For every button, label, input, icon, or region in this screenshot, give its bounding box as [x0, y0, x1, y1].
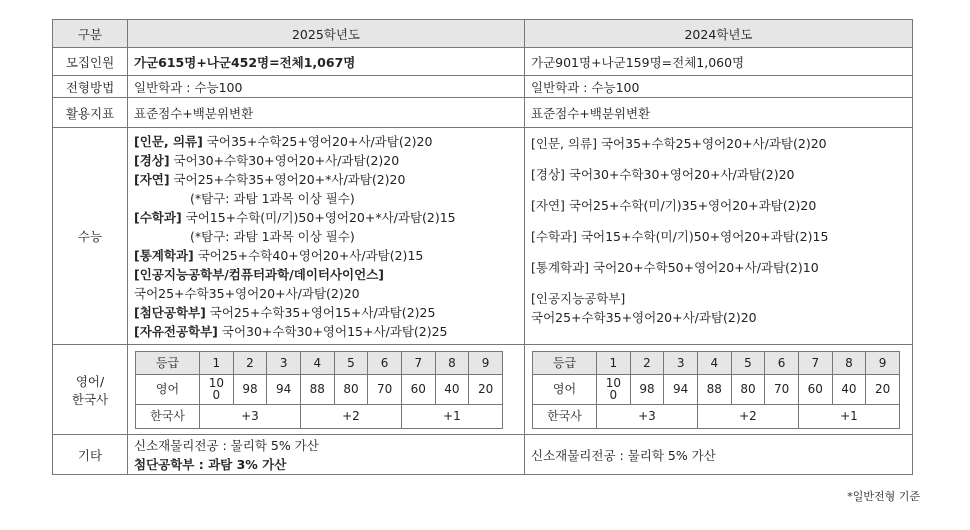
label-english-history: 영어/ 한국사 [53, 345, 128, 435]
grade-num: 5 [731, 351, 765, 374]
grade-num: 7 [401, 351, 435, 374]
sat24-line: [인공지능공학부] [531, 291, 626, 306]
header-2025: 2025학년도 [128, 20, 525, 48]
grade-num: 1 [597, 351, 631, 374]
history-bonus: +1 [798, 404, 899, 428]
sat25-line: [자연] 국어25+수학35+영어20+*사/과탐(2)20 [134, 171, 406, 187]
grade-cell-2024 [525, 345, 913, 435]
row-sat [53, 128, 913, 345]
label-index: 활용지표 [53, 98, 128, 128]
grade-table-2025 [135, 351, 503, 429]
admission-comparison-table [52, 19, 913, 475]
english-score: 20 [469, 374, 503, 404]
english-score: 40 [435, 374, 469, 404]
history-label: 한국사 [136, 404, 200, 428]
english-score: 20 [866, 374, 900, 404]
sat24-line: [인문, 의류] 국어35+수학25+영어20+사/과탐(2)20 [531, 136, 827, 151]
english-label: 영어 [533, 374, 597, 404]
english-score: 60 [401, 374, 435, 404]
history-bonus: +3 [597, 404, 698, 428]
sat24-line: [자연] 국어25+수학(미/기)35+영어20+과탐(2)20 [531, 198, 817, 213]
label-method: 전형방법 [53, 76, 128, 98]
history-bonus: +2 [697, 404, 798, 428]
etc-2025-line1: 신소재물리전공 : 물리학 5% 가산 [134, 437, 319, 453]
sat24-line: [통계학과] 국어20+수학50+영어20+사/과탐(2)10 [531, 260, 819, 275]
etc-2025 [128, 435, 525, 475]
english-score: 94 [267, 374, 301, 404]
english-score: 94 [664, 374, 698, 404]
english-score: 40 [832, 374, 866, 404]
grade-num: 4 [300, 351, 334, 374]
english-score-row [136, 374, 503, 404]
grade-num: 2 [233, 351, 267, 374]
english-score: 88 [697, 374, 731, 404]
grade-row [136, 351, 503, 374]
english-score-row [533, 374, 900, 404]
grade-num: 5 [334, 351, 368, 374]
label-etc: 기타 [53, 435, 128, 475]
english-score: 70 [765, 374, 799, 404]
english-score: 80 [731, 374, 765, 404]
grade-num: 8 [832, 351, 866, 374]
row-etc [53, 435, 913, 475]
sat25-line: [경상] 국어30+수학30+영어20+사/과탐(2)20 [134, 152, 400, 168]
grade-table-2024 [532, 351, 900, 429]
sat25-line: 국어25+수학35+영어20+사/과탐(2)20 [134, 285, 360, 301]
row-recruit [53, 48, 913, 76]
row-english-history [53, 345, 913, 435]
grade-num: 8 [435, 351, 469, 374]
history-label: 한국사 [533, 404, 597, 428]
recruit-2024: 가군901명+나군159명=전체1,060명 [525, 48, 913, 76]
sat-2025 [128, 128, 525, 345]
grade-num: 7 [798, 351, 832, 374]
etc-2025-line2: 첨단공학부 : 과탐 3% 가산 [134, 456, 287, 472]
grade-num: 4 [697, 351, 731, 374]
sat-2024 [525, 128, 913, 345]
english-score: 98 [630, 374, 664, 404]
header-2024: 2024학년도 [525, 20, 913, 48]
grade-num: 9 [469, 351, 503, 374]
english-score: 70 [368, 374, 402, 404]
sat25-line: [수학과] 국어15+수학(미/기)50+영어20+*사/과탐(2)15 [134, 209, 456, 225]
row-method [53, 76, 913, 98]
method-2025: 일반학과 : 수능100 [128, 76, 525, 98]
sat25-line: [인문, 의류] 국어35+수학25+영어20+사/과탐(2)20 [134, 133, 433, 149]
english-score: 60 [798, 374, 832, 404]
label-recruit: 모집인원 [53, 48, 128, 76]
etc-2024: 신소재물리전공 : 물리학 5% 가산 [525, 435, 913, 475]
method-2024: 일반학과 : 수능100 [525, 76, 913, 98]
history-bonus: +3 [200, 404, 301, 428]
label-sat: 수능 [53, 128, 128, 345]
grade-num: 6 [765, 351, 799, 374]
grade-cell-2025 [128, 345, 525, 435]
row-index [53, 98, 913, 128]
grade-num: 9 [866, 351, 900, 374]
sat24-line: 국어25+수학35+영어20+사/과탐(2)20 [531, 310, 757, 325]
english-score: 100 [200, 374, 234, 404]
grade-header: 등급 [136, 351, 200, 374]
grade-num: 3 [664, 351, 698, 374]
history-row [136, 404, 503, 428]
history-row [533, 404, 900, 428]
english-score: 100 [597, 374, 631, 404]
english-label: 영어 [136, 374, 200, 404]
sat25-note: (*탐구: 과탐 1과목 이상 필수) [190, 190, 355, 206]
sat25-line: [자유전공학부] 국어30+수학30+영어15+사/과탐(2)25 [134, 323, 448, 339]
grade-num: 2 [630, 351, 664, 374]
english-score: 88 [300, 374, 334, 404]
header-category: 구분 [53, 20, 128, 48]
english-score: 80 [334, 374, 368, 404]
recruit-2025: 가군615명+나군452명=전체1,067명 [128, 48, 525, 76]
sat24-line: [경상] 국어30+수학30+영어20+사/과탐(2)20 [531, 167, 795, 182]
sat25-line: [통계학과] 국어25+수학40+영어20+사/과탐(2)15 [134, 247, 424, 263]
grade-num: 6 [368, 351, 402, 374]
history-bonus: +2 [300, 404, 401, 428]
index-2025: 표준점수+백분위변환 [128, 98, 525, 128]
footnote: *일반전형 기준 [847, 490, 920, 503]
sat24-line: [수학과] 국어15+수학(미/기)50+영어20+과탐(2)15 [531, 229, 829, 244]
sat25-line: [인공지능공학부/컴퓨터과학/데이터사이언스] [134, 266, 384, 282]
grade-num: 1 [200, 351, 234, 374]
grade-row [533, 351, 900, 374]
sat25-note: (*탐구: 과탐 1과목 이상 필수) [190, 228, 355, 244]
grade-num: 3 [267, 351, 301, 374]
header-row [53, 20, 913, 48]
grade-header: 등급 [533, 351, 597, 374]
index-2024: 표준점수+백분위변환 [525, 98, 913, 128]
sat25-line: [첨단공학부] 국어25+수학35+영어15+사/과탐(2)25 [134, 304, 436, 320]
english-score: 98 [233, 374, 267, 404]
history-bonus: +1 [401, 404, 502, 428]
